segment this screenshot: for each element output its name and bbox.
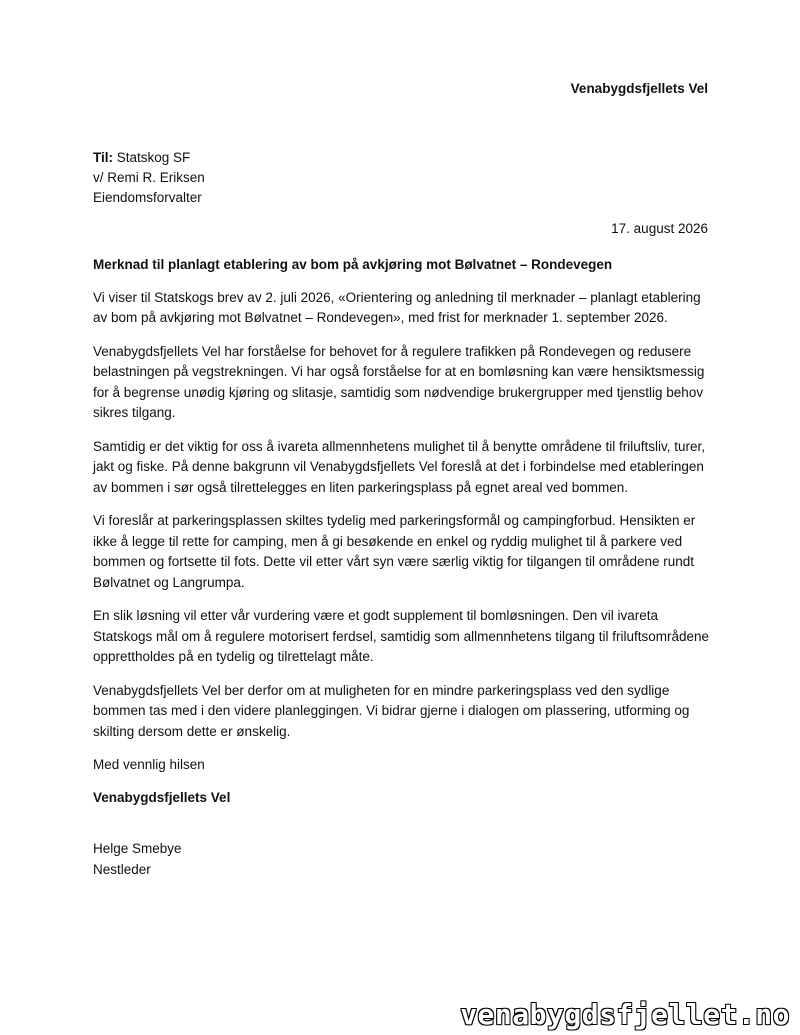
body-paragraph: En slik løsning vil etter vår vurdering være et godt supplement til bomløsningen. Den vil ivareta Statskogs mål om å regulere motorisert ferdsel, samtidig som allmennhetens tilgang til friluftsområdene opprettholdes på en tydelig og tilrettelagt måte. <box>93 608 710 664</box>
letter-body <box>93 255 711 880</box>
body-paragraph: Vi foreslår at parkeringsplassen skiltes tydelig med parkeringsformål og campingforbud. Hensikten er ikke å legge til rette for camping, men å gi besøkende en enkel og ryddig mulighet til å parkere ved bommen og fortsette til fots. Dette vil etter vårt syn være særlig viktig for tilgangen til områdene rundt Bølvatnet og Langrumpa. <box>93 513 696 590</box>
body-paragraph: Samtidig er det viktig for oss å ivareta allmennhetens mulighet til å benytte områdene til friluftsliv, turer, jakt og fiske. På denne bakgrunn vil Venabygdsfjellets Vel foreslå at det i forbindelse med etableringen av bommen i sør også tilrettelegges en liten parkeringsplass på egnet areal ved bommen. <box>93 438 706 495</box>
site-watermark: venabygdsfjellet.no <box>460 998 790 1031</box>
letter-date: 17. august 2026 <box>611 221 708 236</box>
body-paragraph: Venabygdsfjellets Vel ber derfor om at muligheten for en mindre parkeringsplass ved den sydlige bommen tas med i den videre planleggingen. Vi bidrar gjerne i dialogen om plassering, utforming og skilting dersom dette er ønskelig. <box>93 682 690 739</box>
letter-subject: Merknad til planlagt etablering av bom på avkjøring mot Bølvatnet – Rondevegen <box>93 257 613 272</box>
body-paragraph: Venabygdsfjellets Vel har forståelse for behovet for å regulere trafikken på Rondevegen og redusere belastningen på vegstrekningen. Vi har også forståelse for at en bomløsning kan være hensiktsmessig for å begrense unødig kjøring og slitasje, samtidig som nødvendige brukergrupper med tjenstlig behov sikres tilgang. <box>93 343 705 420</box>
recipient-attn: v/ Remi R. Eriksen <box>93 170 205 185</box>
recipient-name: Statskog SF <box>113 150 191 165</box>
body-paragraph: Vi viser til Statskogs brev av 2. juli 2026, «Orientering og anledning til merknader – planlagt etablering av bom på avkjøring mot Bølvatnet – Rondevegen», med frist for merknader 1. september 2026. <box>93 289 701 325</box>
signature-title: Nestleder <box>93 861 151 877</box>
sender-name: Venabygdsfjellets Vel <box>570 81 708 96</box>
recipient-role: Eiendomsforvalter <box>93 190 202 205</box>
signature-name: Helge Smebye <box>93 841 182 856</box>
recipient-to-label: Til: <box>93 150 113 165</box>
recipient-to-line <box>93 148 205 168</box>
recipient-block <box>93 148 205 208</box>
letter-closing: Med vennlig hilsen <box>93 757 205 772</box>
signature-org: Venabygdsfjellets Vel <box>93 789 231 805</box>
